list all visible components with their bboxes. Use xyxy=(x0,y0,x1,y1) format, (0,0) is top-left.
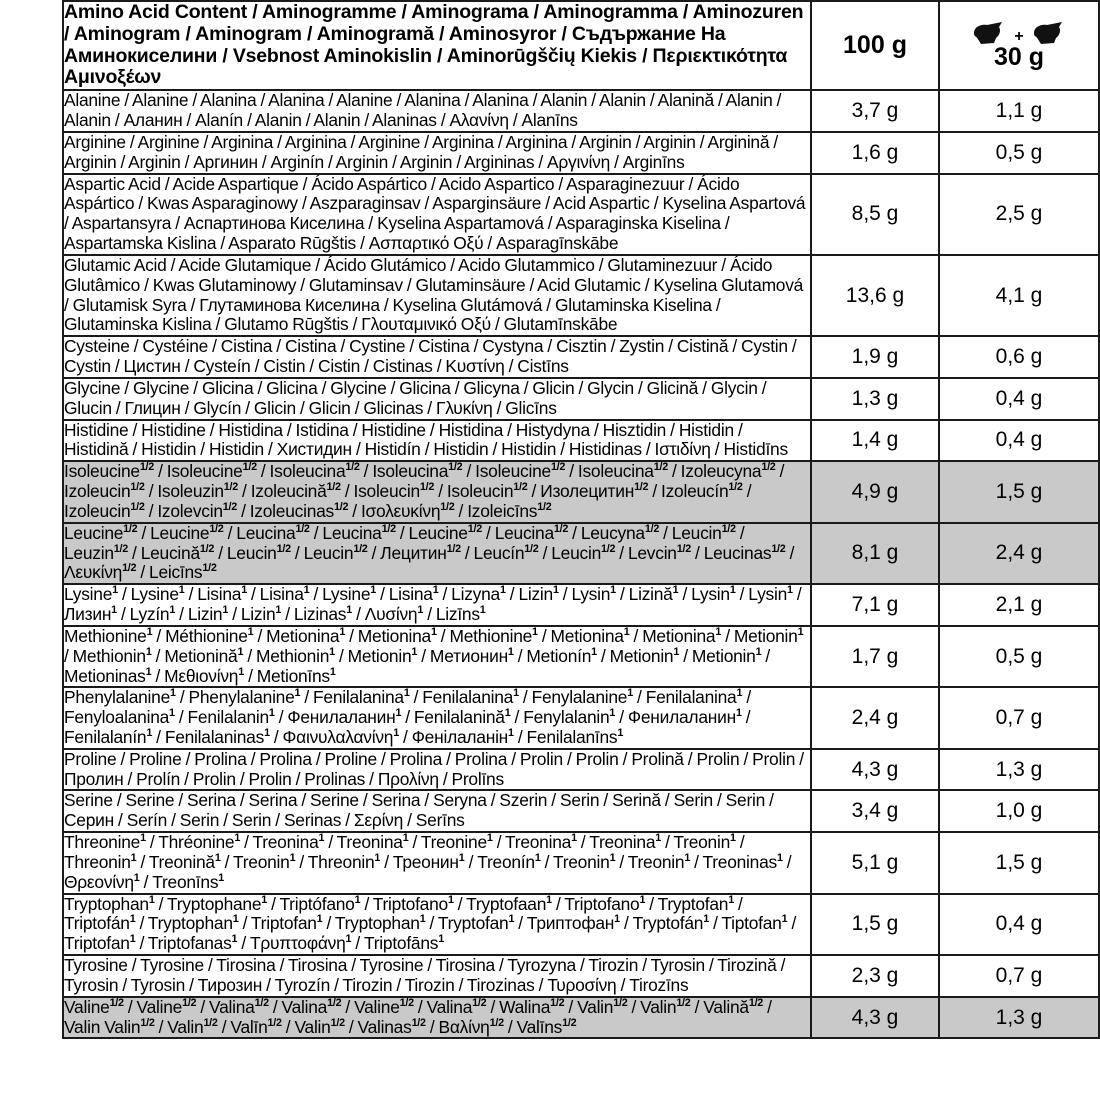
value-per-100g: 1,4 g xyxy=(811,420,939,462)
table-row xyxy=(63,255,1099,336)
value-per-30g: 0,7 g xyxy=(939,687,1099,748)
amino-acid-name: Glutamic Acid / Acide Glutamique / Ácido Glutámico / Acido Glutammico / Glutaminezuur / Ácido Glutâmico / Kwas Glutaminowy / Glutaminsav / Glutaminsäure / Acid Glutamic / Kyselina Glutamová / Glutamisk Syra / Глутаминова Киселина / Kyselina Glutámová / Glutaminska Kiselina / Glutaminska Kislina / Glutamo Rūgštis / Γλουταμινικό Οξύ / Glutamīnskābe xyxy=(63,255,811,336)
table-row xyxy=(63,790,1099,832)
value-per-30g: 2,4 g xyxy=(939,523,1099,584)
value-per-30g: 1,5 g xyxy=(939,832,1099,893)
table-row xyxy=(63,749,1099,791)
amino-acid-name: Aspartic Acid / Acide Aspartique / Ácido Aspártico / Acido Aspartico / Asparaginezuur / Ácido Aspártico / Kwas Asparaginowy / Aszparaginsav / Asparginsäure / Acid Aspartic / Kyselina Aspartová / Aspartansyra / Аспартинова Киселина / Kyselina Aspartamová / Asparaginska Kiselina / Aspartamska Kislina / Asparato Rūgštis / Ασπαρτικό Οξύ / Asparagīnskābe xyxy=(63,174,811,255)
value-per-30g: 1,5 g xyxy=(939,461,1099,522)
table-row xyxy=(63,420,1099,462)
table-row xyxy=(63,461,1099,522)
value-per-30g: 1,1 g xyxy=(939,90,1099,132)
scoop-icon xyxy=(940,20,1098,46)
value-per-100g: 4,3 g xyxy=(811,997,939,1039)
amino-acid-name: Lysine$^1$ / Lysine$^1$ / Lisina$^1$ / Lisina$^1$ / Lysine$^1$ / Lisina$^1$ / Lizyna$^1$ / Lizin$^1$ / Lysin$^1$ / Lizină$^1$ / Lysin$^1$ / Lysin$^1$ / Лизин$^1$ / Lyzín$^1$ / Lizin$^1$ / Lizin$^1$ / Lizinas$^1$ / Λυσίνη$^1$ / Lizīns$^1$ xyxy=(63,584,811,626)
amino-acid-name: Tyrosine / Tyrosine / Tirosina / Tirosina / Tyrosine / Tirosina / Tyrozyna / Tirozin / Tyrosin / Tirozină / Tyrosin / Tyrosin / Тирозин / Tyrozín / Tirozin / Tirozin / Tirozinas / Τυροσίνη / Tirozīns xyxy=(63,955,811,997)
amino-acid-name: Glycine / Glycine / Glicina / Glicina / Glycine / Glicina / Glicyna / Glicin / Glycin / Glicină / Glycin / Glucin / Глицин / Glycín / Glicin / Glicin / Glicinas / Γλυκίνη / Glicīns xyxy=(63,378,811,420)
value-per-30g: 0,6 g xyxy=(939,336,1099,378)
value-per-100g: 3,7 g xyxy=(811,90,939,132)
value-per-30g: 4,1 g xyxy=(939,255,1099,336)
table-row xyxy=(63,894,1099,955)
table-row xyxy=(63,997,1099,1039)
amino-acid-name: Proline / Proline / Prolina / Prolina / Proline / Prolina / Prolina / Prolin / Prolin / Prolină / Prolin / Prolin / Пролин / Prolín / Prolin / Prolin / Prolinas / Προλίνη / Prolīns xyxy=(63,749,811,791)
value-per-30g: 2,5 g xyxy=(939,174,1099,255)
amino-acid-name: Valine$^{1/2}$ / Valine$^{1/2}$ / Valina$^{1/2}$ / Valina$^{1/2}$ / Valine$^{1/2}$ / Valina$^{1/2}$ / Walina$^{1/2}$ / Valin$^{1/2}$ / Valin$^{1/2}$ / Valină$^{1/2}$ / Valin Valin$^{1/2}$ / Valin$^{1/2}$ / Valīn$^{1/2}$ / Valin$^{1/2}$ / Valinas$^{1/2}$ / Βαλίνη$^{1/2}$ / Valīns$^{1/2}$ xyxy=(63,997,811,1039)
value-per-100g: 1,9 g xyxy=(811,336,939,378)
value-per-100g: 4,9 g xyxy=(811,461,939,522)
table-row xyxy=(63,174,1099,255)
header-row xyxy=(63,1,1099,90)
amino-acid-name: Alanine / Alanine / Alanina / Alanina / Alanine / Alanina / Alanina / Alanin / Alanin / Alanină / Alanin / Alanin / Аланин / Alanín / Alanin / Alanin / Alaninas / Αλανίνη / Alanīns xyxy=(63,90,811,132)
table-row xyxy=(63,626,1099,687)
table-row xyxy=(63,687,1099,748)
value-per-100g: 1,5 g xyxy=(811,894,939,955)
amino-acid-name: Tryptophan$^1$ / Tryptophane$^1$ / Triptófano$^1$ / Triptofano$^1$ / Tryptofaan$^1$ / Triptofano$^1$ / Tryptofan$^1$ / Triptofán$^1$ / Tryptophan$^1$ / Triptofan$^1$ / Tryptophan$^1$ / Tryptofan$^1$ / Триптофан$^1$ / Tryptofán$^1$ / Tiptofan$^1$ / Triptofan$^1$ / Triptofanas$^1$ / Τρυπτοφάνη$^1$ / Triptofāns$^1$ xyxy=(63,894,811,955)
value-per-100g: 4,3 g xyxy=(811,749,939,791)
plus-sign: + xyxy=(1014,28,1024,46)
value-per-30g: 1,3 g xyxy=(939,997,1099,1039)
header-30g-label: 30 g xyxy=(993,42,1045,71)
value-per-30g: 0,7 g xyxy=(939,955,1099,997)
table-row xyxy=(63,132,1099,174)
amino-acid-name: Leucine$^{1/2}$ / Leucine$^{1/2}$ / Leucina$^{1/2}$ / Leucina$^{1/2}$ / Leucine$^{1/2}$ / Leucina$^{1/2}$ / Leucyna$^{1/2}$ / Leucin$^{1/2}$ / Leuzin$^{1/2}$ / Leucină$^{1/2}$ / Leucin$^{1/2}$ / Leucin$^{1/2}$ / Лецитин$^{1/2}$ / Leucín$^{1/2}$ / Leucin$^{1/2}$ / Levcin$^{1/2}$ / Leucinas$^{1/2}$ / Λευκίνη$^{1/2}$ / Leicīns$^{1/2}$ xyxy=(63,523,811,584)
value-per-100g: 5,1 g xyxy=(811,832,939,893)
amino-acid-name: Histidine / Histidine / Histidina / Istidina / Histidine / Histidina / Histydyna / Hisztidin / Histidin / Histidină / Histidin / Histidin / Хистидин / Histidín / Histidin / Histidin / Histidinas / Ιστιδίνη / Histidīns xyxy=(63,420,811,462)
value-per-30g: 1,3 g xyxy=(939,749,1099,791)
amino-acid-name: Serine / Serine / Serina / Serina / Serine / Serina / Seryna / Szerin / Serin / Serină / Serin / Serin / Серин / Serín / Serin / Serin / Serinas / Σερίνη / Serīns xyxy=(63,790,811,832)
value-per-100g: 1,7 g xyxy=(811,626,939,687)
value-per-100g: 3,4 g xyxy=(811,790,939,832)
value-per-100g: 2,4 g xyxy=(811,687,939,748)
value-per-100g: 8,5 g xyxy=(811,174,939,255)
value-per-30g: 1,0 g xyxy=(939,790,1099,832)
amino-acid-name: Methionine$^1$ / Méthionine$^1$ / Metionina$^1$ / Metionina$^1$ / Methionine$^1$ / Metionina$^1$ / Metionina$^1$ / Metionin$^1$ / Methionin$^1$ / Metionină$^1$ / Methionin$^1$ / Metionin$^1$ / Метионин$^1$ / Metionín$^1$ / Metionin$^1$ / Metionin$^1$ / Metioninas$^1$ / Μεθιονίνη$^1$ / Metionīns$^1$ xyxy=(63,626,811,687)
header-per-30g xyxy=(939,1,1099,90)
table-row xyxy=(63,336,1099,378)
amino-acid-name: Isoleucine$^{1/2}$ / Isoleucine$^{1/2}$ / Isoleucina$^{1/2}$ / Isoleucina$^{1/2}$ / Isoleucine$^{1/2}$ / Isoleucina$^{1/2}$ / Izoleucyna$^{1/2}$ / Izoleucin$^{1/2}$ / Isoleuzin$^{1/2}$ / Izoleucină$^{1/2}$ / Isoleucin$^{1/2}$ / Isoleucin$^{1/2}$ / Изолецитин$^{1/2}$ / Izoleucín$^{1/2}$ / Izoleucin$^{1/2}$ / Izolevcin$^{1/2}$ / Izoleucinas$^{1/2}$ / Ισολευκίνη$^{1/2}$ / Izoleicīns$^{1/2}$ xyxy=(63,461,811,522)
value-per-100g: 1,3 g xyxy=(811,378,939,420)
amino-acid-name: Cysteine / Cystéine / Cistina / Cistina / Cystine / Cistina / Cystyna / Cisztin / Zystin / Cistină / Cystin / Cystin / Цистин / Cysteín / Cistin / Cistin / Cistinas / Κυστίνη / Cistīns xyxy=(63,336,811,378)
table-row xyxy=(63,378,1099,420)
amino-acid-table xyxy=(62,0,1100,1039)
table-row xyxy=(63,955,1099,997)
table-row xyxy=(63,523,1099,584)
table-row xyxy=(63,832,1099,893)
value-per-100g: 1,6 g xyxy=(811,132,939,174)
amino-acid-name: Phenylalanine$^1$ / Phenylalanine$^1$ / Fenilalanina$^1$ / Fenilalanina$^1$ / Fenylalanine$^1$ / Fenilalanina$^1$ / Fenyloalanina$^1$ / Fenilalanin$^1$ / Фенилаланин$^1$ / Fenilalanină$^1$ / Fenylalanin$^1$ / Фенилаланин$^1$ / Fenilalanín$^1$ / Fenilalaninas$^1$ / Φαινυλαλανίνη$^1$ / Фенілаланін$^1$ / Fenilalanīns$^1$ xyxy=(63,687,811,748)
value-per-100g: 8,1 g xyxy=(811,523,939,584)
value-per-100g: 2,3 g xyxy=(811,955,939,997)
value-per-100g: 7,1 g xyxy=(811,584,939,626)
table-row xyxy=(63,90,1099,132)
value-per-30g: 0,5 g xyxy=(939,132,1099,174)
value-per-30g: 0,5 g xyxy=(939,626,1099,687)
table-body xyxy=(63,90,1099,1038)
table-header xyxy=(63,1,1099,90)
value-per-30g: 2,1 g xyxy=(939,584,1099,626)
value-per-30g: 0,4 g xyxy=(939,420,1099,462)
value-per-30g: 0,4 g xyxy=(939,894,1099,955)
amino-acid-name: Arginine / Arginine / Arginina / Arginina / Arginine / Arginina / Arginina / Arginin / Arginin / Arginină / Arginin / Arginin / Аргинин / Arginín / Arginin / Arginin / Argininas / Αργινίνη / Arginīns xyxy=(63,132,811,174)
value-per-100g: 13,6 g xyxy=(811,255,939,336)
header-per-100g: 100 g xyxy=(811,1,939,90)
table-row xyxy=(63,584,1099,626)
value-per-30g: 0,4 g xyxy=(939,378,1099,420)
amino-acid-name: Threonine$^1$ / Thréonine$^1$ / Treonina$^1$ / Treonina$^1$ / Treonine$^1$ / Treonina$^1$ / Treonina$^1$ / Treonin$^1$ / Threonin$^1$ / Treonină$^1$ / Treonin$^1$ / Threonin$^1$ / Треонин$^1$ / Treonín$^1$ / Treonin$^1$ / Treonin$^1$ / Treoninas$^1$ / Θρεονίνη$^1$ / Treonīns$^1$ xyxy=(63,832,811,893)
header-amino-acid-content: Amino Acid Content / Aminogramme / Aminograma / Aminogramma / Aminozuren / Aminogram / Aminogram / Aminogramă / Aminosyror / Съдържание На Аминокиселини / Vsebnost Aminokislin / Aminorūgščių Kiekis / Περιεκτικότητα Αμινοξέων xyxy=(63,1,811,90)
